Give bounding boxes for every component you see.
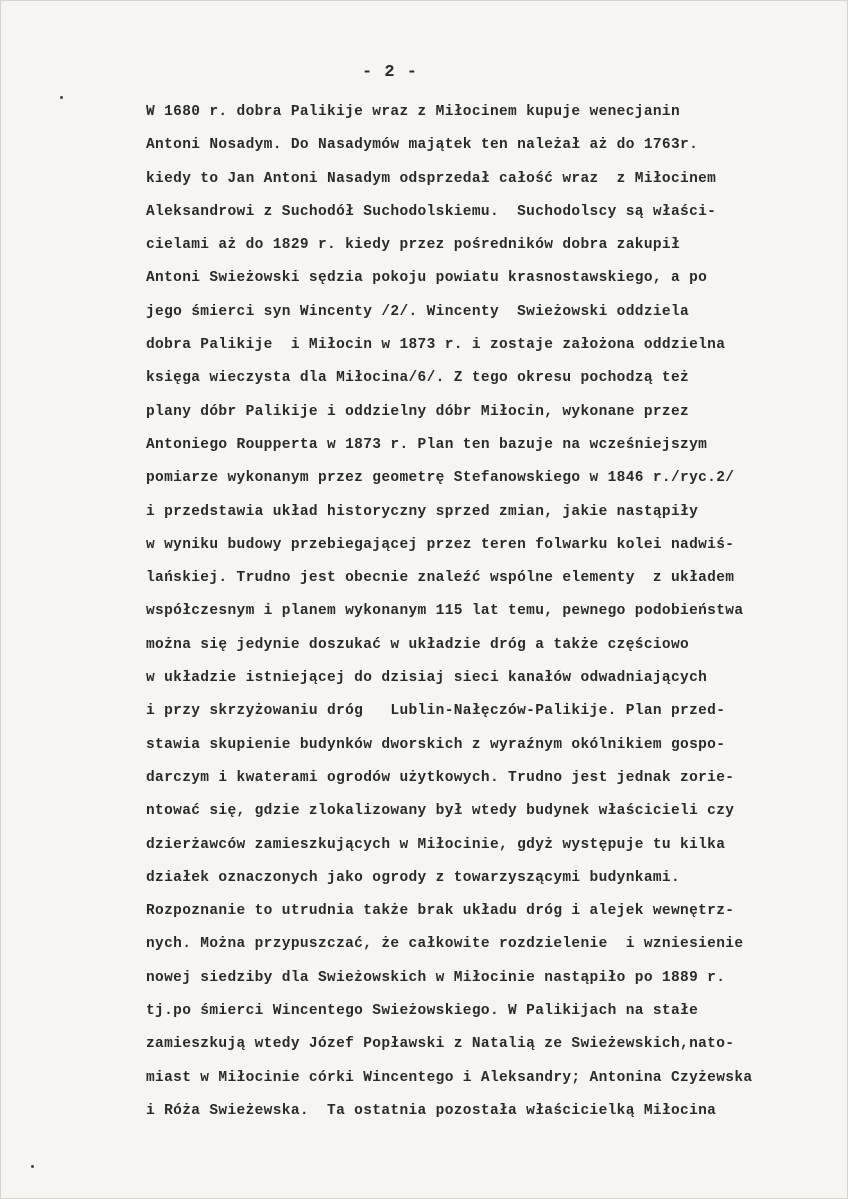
text-line: jego śmierci syn Wincenty /2/. Wincenty Swieżowski oddziela: [146, 303, 690, 320]
body-text: [146, 96, 846, 1128]
text-line: nych. Można przypuszczać, że całkowite rozdzielenie i wzniesienie: [146, 936, 744, 953]
text-line: Rozpoznanie to utrudnia także brak układu dróg i alejek wewnętrz-: [146, 903, 735, 920]
text-line: i przy skrzyżowaniu dróg Lublin-Nałęczów-Palikije. Plan przed-: [146, 703, 726, 720]
text-line: Antoni Swieżowski sędzia pokoju powiatu krasnostawskiego, a po: [146, 270, 708, 287]
page-number: - 2 -: [361, 63, 418, 82]
text-line: dobra Palikije i Miłocin w 1873 r. i zostaje założona oddzielna: [146, 337, 726, 354]
text-line: i przedstawia układ historyczny sprzed zmian, jakie nastąpiły: [146, 503, 699, 520]
text-line: tj.po śmierci Wincentego Swieżowskiego. W Palikijach na stałe: [146, 1003, 699, 1020]
text-line: zamieszkują wtedy Józef Popławski z Natalią ze Swieżewskich,nato-: [146, 1036, 735, 1053]
margin-mark: [31, 1165, 34, 1168]
text-line: pomiarze wykonanym przez geometrę Stefanowskiego w 1846 r./ryc.2/: [146, 470, 735, 487]
text-line: Antoniego Roupperta w 1873 r. Plan ten bazuje na wcześniejszym: [146, 436, 708, 453]
text-line: i Róża Swieżewska. Ta ostatnia pozostała właścicielką Miłocina: [146, 1102, 717, 1119]
text-line: plany dóbr Palikije i oddzielny dóbr Miłocin, wykonane przez: [146, 403, 690, 420]
text-line: Antoni Nosadym. Do Nasadymów majątek ten należał aż do 1763r.: [146, 137, 699, 154]
text-line: działek oznaczonych jako ogrody z towarzyszącymi budynkami.: [146, 869, 681, 886]
margin-mark: [60, 96, 63, 99]
text-line: Aleksandrowi z Suchodół Suchodolskiemu. Suchodolscy są właści-: [146, 203, 717, 220]
text-line: nowej siedziby dla Swieżowskich w Miłocinie nastąpiło po 1889 r.: [146, 969, 726, 986]
text-line: w układzie istniejącej do dzisiaj sieci kanałów odwadniających: [146, 670, 708, 687]
text-line: dzierżawców zamieszkujących w Miłocinie, gdyż występuje tu kilka: [146, 836, 726, 853]
text-line: darczym i kwaterami ogrodów użytkowych. Trudno jest jednak zorie-: [146, 769, 735, 786]
text-line: księga wieczysta dla Miłocina/6/. Z tego okresu pochodzą też: [146, 370, 690, 387]
text-line: współczesnym i planem wykonanym 115 lat temu, pewnego podobieństwa: [146, 603, 744, 620]
text-line: stawia skupienie budynków dworskich z wyraźnym okólnikiem gospo-: [146, 736, 726, 753]
text-line: w wyniku budowy przebiegającej przez teren folwarku kolei nadwiś-: [146, 536, 735, 553]
text-line: lańskiej. Trudno jest obecnie znaleźć wspólne elementy z układem: [146, 570, 735, 587]
text-line: cielami aż do 1829 r. kiedy przez pośredników dobra zakupił: [146, 237, 681, 254]
text-line: ntować się, gdzie zlokalizowany był wtedy budynek właścicieli czy: [146, 803, 735, 820]
text-line: W 1680 r. dobra Palikije wraz z Miłocinem kupuje wenecjanin: [146, 104, 681, 120]
text-line: miast w Miłocinie córki Wincentego i Aleksandry; Antonina Czyżewska: [146, 1069, 753, 1086]
text-line: można się jedynie doszukać w układzie dróg a także częściowo: [146, 636, 690, 653]
text-line: kiedy to Jan Antoni Nasadym odsprzedał całość wraz z Miłocinem: [146, 170, 717, 187]
